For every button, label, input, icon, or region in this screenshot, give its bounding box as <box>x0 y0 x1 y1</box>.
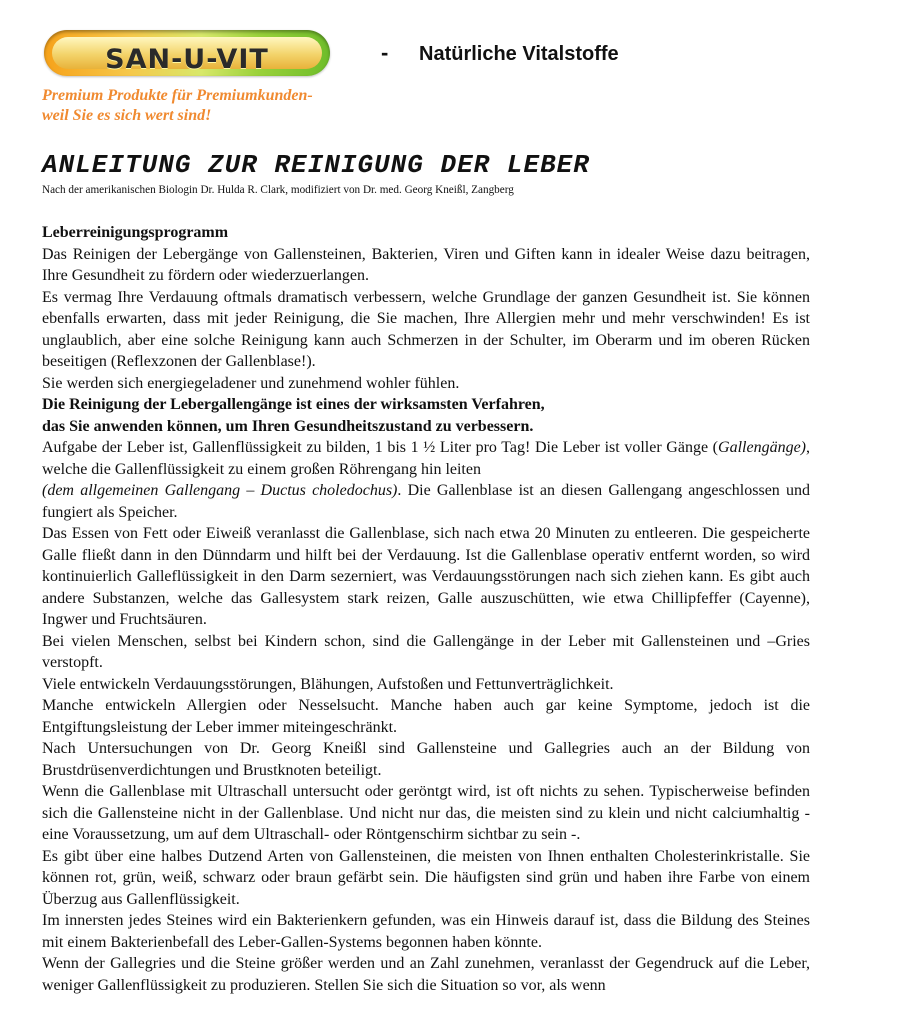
tagline <box>42 86 382 126</box>
paragraph: Sie werden sich energiegeladener und zunehmend wohler fühlen. <box>42 374 460 392</box>
section-heading: Leberreinigungsprogramm <box>42 224 229 241</box>
paragraph: Wenn die Gallenblase mit Ultraschall untersucht oder geröntgt wird, ist oft nichts zu sehen. Typischerweise befinden sich die Gallensteine nicht in der Gallenblase. Und nicht nur das, die meisten sind zu klein und nicht calciumhaltig - eine Voraussetzung, um auf dem Ultraschall- oder Röntgenschirm sichtbar zu sein -. <box>42 783 810 843</box>
italic-term: Gallengänge) <box>718 439 806 456</box>
paragraph: Viele entwickeln Verdauungsstörungen, Blähungen, Aufstoßen und Fettunverträglichkeit. <box>42 675 614 693</box>
paragraph: Das Essen von Fett oder Eiweiß veranlasst die Gallenblase, sich nach etwa 20 Minuten zu entleeren. Die gespeicherte Galle fließt dann in den Dünndarm und hilft bei der Verdauung. Ist die Gallenblase operativ entfernt worden, so wird kontinuierlich Galleflüssigkeit in den Darm sezerniert, was Verdauungsstörungen nach sich ziehen kann. Es gibt auch andere Substanzen, welche das Gallesystem stark reizen, Galle auszuschütten, wie etwa Chillipfeffer (Cayenne), Ingwer und Fruchtsäuren. <box>42 525 810 628</box>
document-title: ANLEITUNG ZUR REINIGUNG DER LEBER <box>42 150 590 180</box>
text-run: , welche die Gallenflüssigkeit zu einem großen Röhrengang hin leiten <box>42 439 810 478</box>
paragraph: Das Reinigen der Lebergänge von Gallensteinen, Bakterien, Viren und Giften kann in idealer Weise dazu beitragen, Ihre Gesundheit zu fördern oder wiederzuerlangen. <box>42 245 810 284</box>
paragraph <box>42 437 810 523</box>
text-run: . Die Gallenblase ist an diesen Gallengang angeschlossen und fungiert als Speicher. <box>42 482 810 521</box>
brand-subtitle: Natürliche Vitalstoffe <box>419 43 619 65</box>
italic-term: (dem allgemeinen Gallengang – Ductus choledochus) <box>42 482 398 499</box>
logo-badge <box>52 37 322 75</box>
paragraph: Im innersten jedes Steines wird ein Bakterienkern gefunden, was ein Hinweis darauf ist, dass die Bildung des Steines mit einem Bakterienbefall des Leber-Gallen-Systems begonnen haben könnte. <box>42 912 810 951</box>
paragraph: Es gibt über eine halbes Dutzend Arten von Gallensteinen, die meisten von Ihnen enthalten Cholesterinkristalle. Sie können rot, grün, weiß, schwarz oder braun gefärbt sein. Die häufigsten sind grün und haben ihre Farbe von einem Überzug aus Gallenflüssigkeit. <box>42 847 810 908</box>
text-run: Aufgabe der Leber ist, Gallenflüssigkeit zu bilden, 1 bis 1 ½ Liter pro Tag! Die Leber ist voller Gänge ( <box>42 439 719 456</box>
paragraph: Manche entwickeln Allergien oder Nesselsucht. Manche haben auch gar keine Symptome, jedoch ist die Entgiftungsleistung der Leber immer miteingeschränkt. <box>42 697 810 736</box>
document-body <box>42 222 810 996</box>
bold-statement-line-1: Die Reinigung der Lebergallengänge ist eines der wirksamsten Verfahren, <box>42 396 545 413</box>
paragraph: Nach Untersuchungen von Dr. Georg Kneißl sind Gallensteine und Gallegries auch an der Bildung von Brustdrüsenverdichtungen und Brustknoten beteiligt. <box>42 740 810 779</box>
tagline-line-1: Premium Produkte für Premiumkunden- <box>42 87 313 104</box>
bold-statement-line-2: das Sie anwenden können, um Ihren Gesundheitszustand zu verbessern. <box>42 417 534 435</box>
logo-text: SAN-U-VIT <box>105 44 269 75</box>
paragraph: Wenn der Gallegries und die Steine größer werden und an Zahl zunehmen, veranlasst der Gegendruck auf die Leber, weniger Gallenflüssigkeit zu produzieren. Stellen Sie sich die Situation so vor, als wenn <box>42 955 810 994</box>
header-dash: - <box>381 40 389 65</box>
document-subtitle: Nach der amerikanischen Biologin Dr. Hulda R. Clark, modifiziert von Dr. med. Georg Kneißl, Zangberg <box>42 184 514 196</box>
brand-logo <box>44 30 330 76</box>
tagline-line-2: weil Sie es sich wert sind! <box>42 107 212 124</box>
paragraph: Bei vielen Menschen, selbst bei Kindern schon, sind die Gallengänge in der Leber mit Gallensteinen und –Gries verstopft. <box>42 632 810 671</box>
paragraph: Es vermag Ihre Verdauung oftmals dramatisch verbessern, welche Grundlage der ganzen Gesundheit ist. Sie können ebenfalls erwarten, dass mit jeder Reinigung, die Sie machen, Ihre Allergien mehr und mehr verschwinden! Es ist unglaublich, aber eine solche Reinigung kann auch Schmerzen in der Schulter, im Oberarm und im oberen Rücken beseitigen (Reflexzonen der Gallenblase!). <box>42 288 810 370</box>
